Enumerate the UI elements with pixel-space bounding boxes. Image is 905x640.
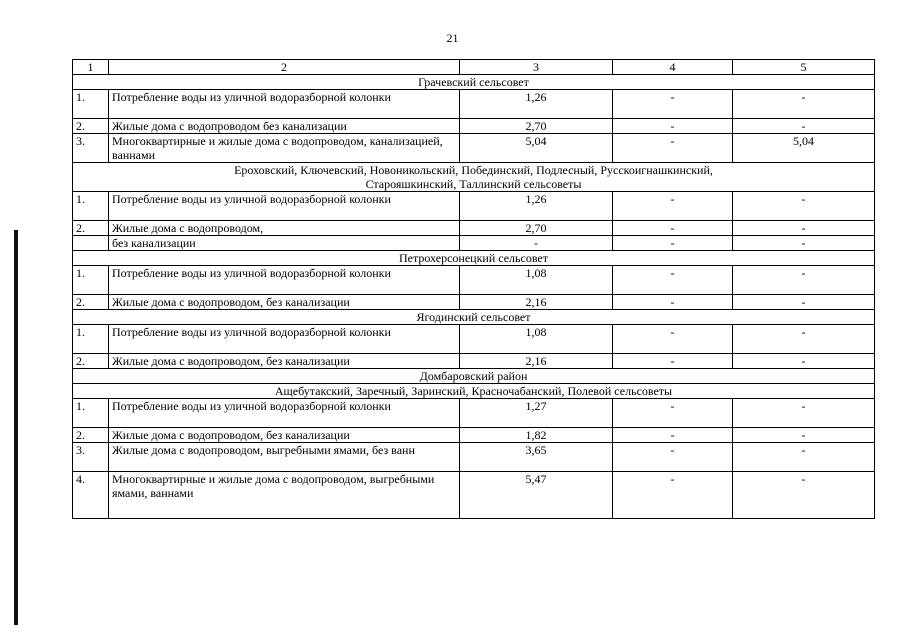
table-row: [73, 354, 875, 369]
row-value-col3: 2,16: [460, 354, 613, 369]
table-row: [73, 443, 875, 472]
section-subtitle: Ащебутакский, Заречный, Заринский, Красночабанский, Полевой сельсоветы: [73, 384, 875, 399]
row-value-col4: -: [613, 295, 733, 310]
row-value-col4: -: [613, 354, 733, 369]
row-value-col3: 1,08: [460, 266, 613, 295]
row-value-col5: -: [733, 192, 875, 221]
section-title-line: Ероховский, Ключевский, Новоникольский, Побединский, Подлесный, Русскоигнашкинский,: [234, 163, 713, 177]
row-description: Потребление воды из уличной водоразборной колонки: [109, 266, 460, 295]
table-row: [73, 266, 875, 295]
row-value-col4: -: [613, 192, 733, 221]
row-description: Многоквартирные и жилые дома с водопроводом, канализацией, ваннами: [109, 134, 460, 163]
row-number: 1.: [73, 399, 109, 428]
section-title: Грачевский сельсовет: [73, 75, 875, 90]
row-description: Потребление воды из уличной водоразборной колонки: [109, 90, 460, 119]
section-title-line: Старояшкинский, Таллинский сельсоветы: [365, 177, 582, 191]
row-value-col5: -: [733, 221, 875, 236]
header-cell: 3: [460, 60, 613, 75]
table-row: [73, 90, 875, 119]
row-number: 1.: [73, 266, 109, 295]
table-row: [73, 119, 875, 134]
row-description: без канализации: [109, 236, 460, 251]
row-value-col3: 1,82: [460, 428, 613, 443]
row-value-col4: -: [613, 399, 733, 428]
row-value-col4: -: [613, 325, 733, 354]
row-description: Жилые дома с водопроводом без канализации: [109, 119, 460, 134]
section-title: Петрохерсонецкий сельсовет: [73, 251, 875, 266]
row-number: 3.: [73, 134, 109, 163]
section-title: [73, 163, 875, 192]
row-value-col4: -: [613, 119, 733, 134]
row-value-col5: 5,04: [733, 134, 875, 163]
row-description: Многоквартирные и жилые дома с водопроводом, выгребными ямами, ваннами: [109, 472, 460, 519]
row-value-col3: 1,08: [460, 325, 613, 354]
section-title-row: [73, 75, 875, 90]
row-number: 4.: [73, 472, 109, 519]
table-row: [73, 295, 875, 310]
section-title: Домбаровский район: [73, 369, 875, 384]
row-description: Потребление воды из уличной водоразборной колонки: [109, 325, 460, 354]
section-title: Ягодинский сельсовет: [73, 310, 875, 325]
row-value-col5: -: [733, 472, 875, 519]
header-cell: 4: [613, 60, 733, 75]
row-value-col4: -: [613, 236, 733, 251]
row-value-col5: -: [733, 354, 875, 369]
row-description: Жилые дома с водопроводом, выгребными ямами, без ванн: [109, 443, 460, 472]
row-number: [73, 236, 109, 251]
row-value-col3: 2,70: [460, 221, 613, 236]
table-row: [73, 399, 875, 428]
row-number: 2.: [73, 428, 109, 443]
row-value-col5: -: [733, 399, 875, 428]
header-cell: 5: [733, 60, 875, 75]
section-subtitle-row: [73, 384, 875, 399]
row-value-col4: -: [613, 443, 733, 472]
row-value-col3: 2,70: [460, 119, 613, 134]
row-value-col3: 1,26: [460, 192, 613, 221]
row-number: 1.: [73, 192, 109, 221]
table-row: [73, 236, 875, 251]
table-row: [73, 472, 875, 519]
table-row: [73, 192, 875, 221]
row-number: 2.: [73, 354, 109, 369]
row-value-col5: -: [733, 119, 875, 134]
row-description: Жилые дома с водопроводом, без канализации: [109, 428, 460, 443]
table-row: [73, 134, 875, 163]
row-number: 2.: [73, 221, 109, 236]
row-value-col4: -: [613, 90, 733, 119]
row-value-col5: -: [733, 428, 875, 443]
table-row: [73, 428, 875, 443]
row-value-col5: -: [733, 236, 875, 251]
row-value-col5: -: [733, 266, 875, 295]
row-number: 3.: [73, 443, 109, 472]
row-description: Жилые дома с водопроводом, без канализации: [109, 354, 460, 369]
row-value-col4: -: [613, 266, 733, 295]
row-description: Потребление воды из уличной водоразборной колонки: [109, 192, 460, 221]
row-number: 2.: [73, 119, 109, 134]
row-value-col3: -: [460, 236, 613, 251]
row-value-col3: 1,27: [460, 399, 613, 428]
row-value-col5: -: [733, 325, 875, 354]
norms-table: [72, 59, 875, 519]
row-number: 2.: [73, 295, 109, 310]
row-value-col5: -: [733, 443, 875, 472]
table-row: [73, 325, 875, 354]
row-value-col3: 1,26: [460, 90, 613, 119]
row-description: Жилые дома с водопроводом, без канализации: [109, 295, 460, 310]
table-row: [73, 221, 875, 236]
scan-edge-mark: [14, 230, 18, 625]
header-cell: 2: [109, 60, 460, 75]
row-value-col3: 5,47: [460, 472, 613, 519]
header-cell: 1: [73, 60, 109, 75]
row-value-col4: -: [613, 221, 733, 236]
section-title-row: [73, 369, 875, 384]
row-value-col3: 2,16: [460, 295, 613, 310]
row-value-col4: -: [613, 134, 733, 163]
row-description: Жилые дома с водопроводом,: [109, 221, 460, 236]
row-value-col4: -: [613, 428, 733, 443]
section-title-row: [73, 251, 875, 266]
section-title-row: [73, 163, 875, 192]
row-value-col4: -: [613, 472, 733, 519]
row-number: 1.: [73, 90, 109, 119]
row-description: Потребление воды из уличной водоразборной колонки: [109, 399, 460, 428]
row-value-col3: 5,04: [460, 134, 613, 163]
row-value-col3: 3,65: [460, 443, 613, 472]
row-value-col5: -: [733, 90, 875, 119]
section-title-row: [73, 310, 875, 325]
row-number: 1.: [73, 325, 109, 354]
header-row: [73, 60, 875, 75]
row-value-col5: -: [733, 295, 875, 310]
page-number: 21: [446, 31, 459, 45]
